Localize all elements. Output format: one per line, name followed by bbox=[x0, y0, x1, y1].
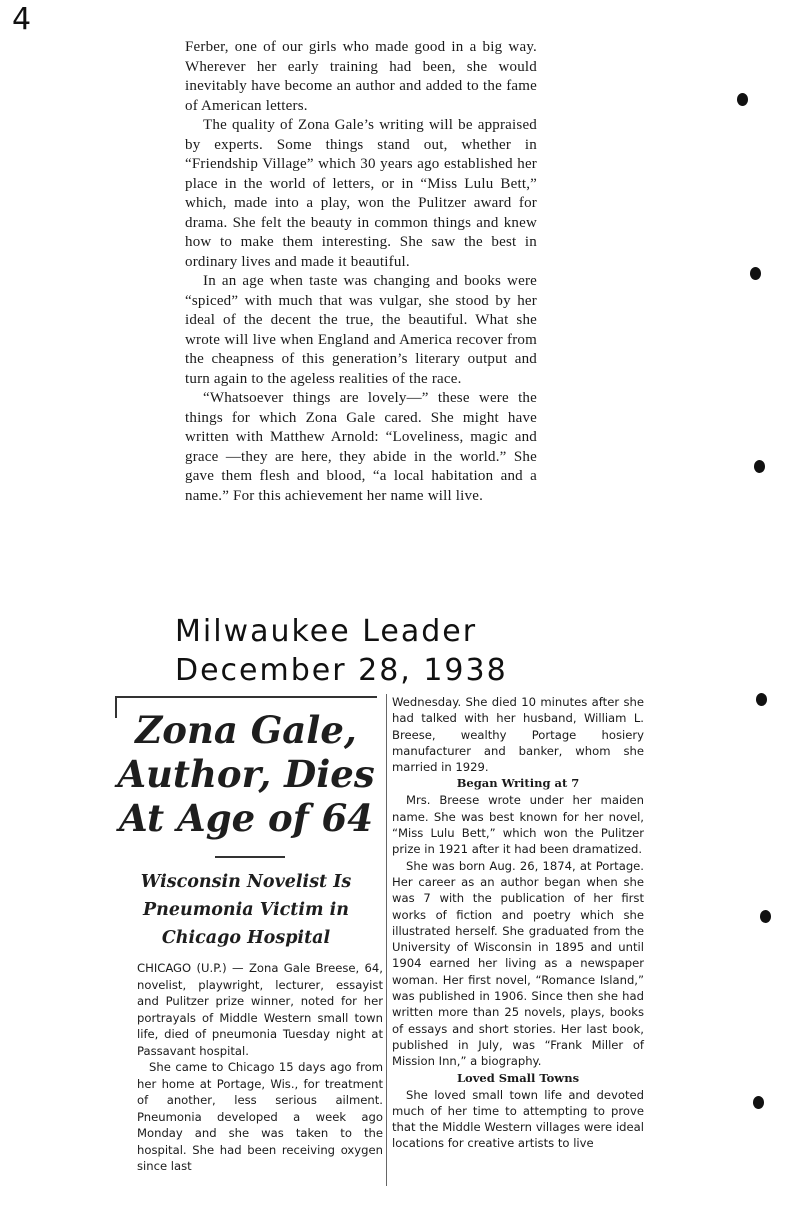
article-subheading: Began Writing at 7 bbox=[456, 776, 580, 791]
article-subheading: Loved Small Towns bbox=[456, 1070, 580, 1085]
binder-hole bbox=[750, 267, 761, 280]
editorial-paragraph: In an age when taste was changing and books were “spiced” with much that was vulgar, she stood by her ideal of the decent the true, the beautiful. What she wrote will live when England and America recover from the cheapness of this generation’s literary output and turn again to the ageless realities of the race. bbox=[185, 273, 537, 387]
handwritten-date: December 28, 1938 bbox=[175, 653, 508, 688]
editorial-paragraph: Ferber, one of our girls who made good in a big way. Wherever her early training had been, she would inevitably have become an author and added to the fame of American letters. bbox=[185, 39, 537, 114]
article-paragraph: She came to Chicago 15 days ago from her home at Portage, Wis., for treatment of another, less serious ailment. Pneumonia developed a week ago Monday and she was taken to the hospital. She had been receiving oxygen since last bbox=[137, 1060, 383, 1173]
binder-hole bbox=[760, 910, 771, 923]
article-paragraph: She loved small town life and devoted much of her time to attempting to prove that the Middle Western villages were ideal locations for creative artists to live bbox=[392, 1087, 644, 1151]
article-paragraph: Wednesday. She died 10 minutes after she had talked with her husband, William L. Breese, wealthy Portage hosiery manufacturer and banker, whom she married in 1929. bbox=[392, 695, 644, 775]
editorial-paragraph: The quality of Zona Gale’s writing will be appraised by experts. Some things stand out, whether in “Friendship Village” which 30 years ago established her place in the world of letters, or in “Miss Lulu Bett,” which, made into a play, won the Pulitzer award for drama. She felt the beauty in common things and knew how to make them interesting. She saw the best in ordinary lives and made it beautiful. bbox=[185, 117, 537, 270]
article-right-column bbox=[392, 694, 644, 1152]
binder-hole bbox=[737, 93, 748, 106]
article-paragraph: CHICAGO (U.P.) — Zona Gale Breese, 64, novelist, playwright, lecturer, essayist and Pulitzer prize winner, noted for her portrayals of Middle Western small town life, died of pneumonia Tuesday night at Passavant hospital. bbox=[137, 961, 383, 1058]
article-headline: Zona Gale, Author, Dies At Age of 64 bbox=[117, 708, 375, 840]
binder-hole bbox=[754, 460, 765, 473]
article-subhead: Wisconsin Novelist Is Pneumonia Victim in Chicago Hospital bbox=[140, 872, 352, 948]
handwritten-source: Milwaukee Leader bbox=[175, 614, 478, 649]
editorial-clipping bbox=[185, 38, 537, 600]
article-body-left bbox=[137, 960, 383, 1175]
editorial-paragraph: “Whatsoever things are lovely—” these were the things for which Zona Gale cared. She might have written with Matthew Arnold: “Loveliness, magic and grace —they are here, they abide in the world.” She gave them flesh and blood, “a local habitation and a name.” For this achievement her name will live. bbox=[185, 390, 537, 504]
binder-hole bbox=[756, 693, 767, 706]
page-number: 4 bbox=[12, 2, 32, 37]
article-paragraph: Mrs. Breese wrote under her maiden name. She was best known for her novel, “Miss Lulu Bett,” which won the Pulitzer prize in 1921 after it had been dramatized. bbox=[392, 793, 644, 857]
binder-hole bbox=[753, 1096, 764, 1109]
clipping-edge bbox=[115, 696, 377, 698]
article-paragraph: She was born Aug. 26, 1874, at Portage. Her career as an author began when she was 7 with the publication of her first works of fiction and poetry which she illustrated herself. She graduated from the University of Wisconsin in 1895 and until 1904 earned her living as a newspaper woman. Her first novel, “Romance Island,” was published in 1906. Since then she had written more than 25 novels, plays, books of essays and short stories. Her last book, published in July, was “Frank Miller of Mission Inn,” a biography. bbox=[392, 858, 644, 1069]
headline-divider bbox=[215, 856, 285, 858]
article-left-column bbox=[115, 696, 383, 1196]
column-divider bbox=[386, 694, 387, 1186]
